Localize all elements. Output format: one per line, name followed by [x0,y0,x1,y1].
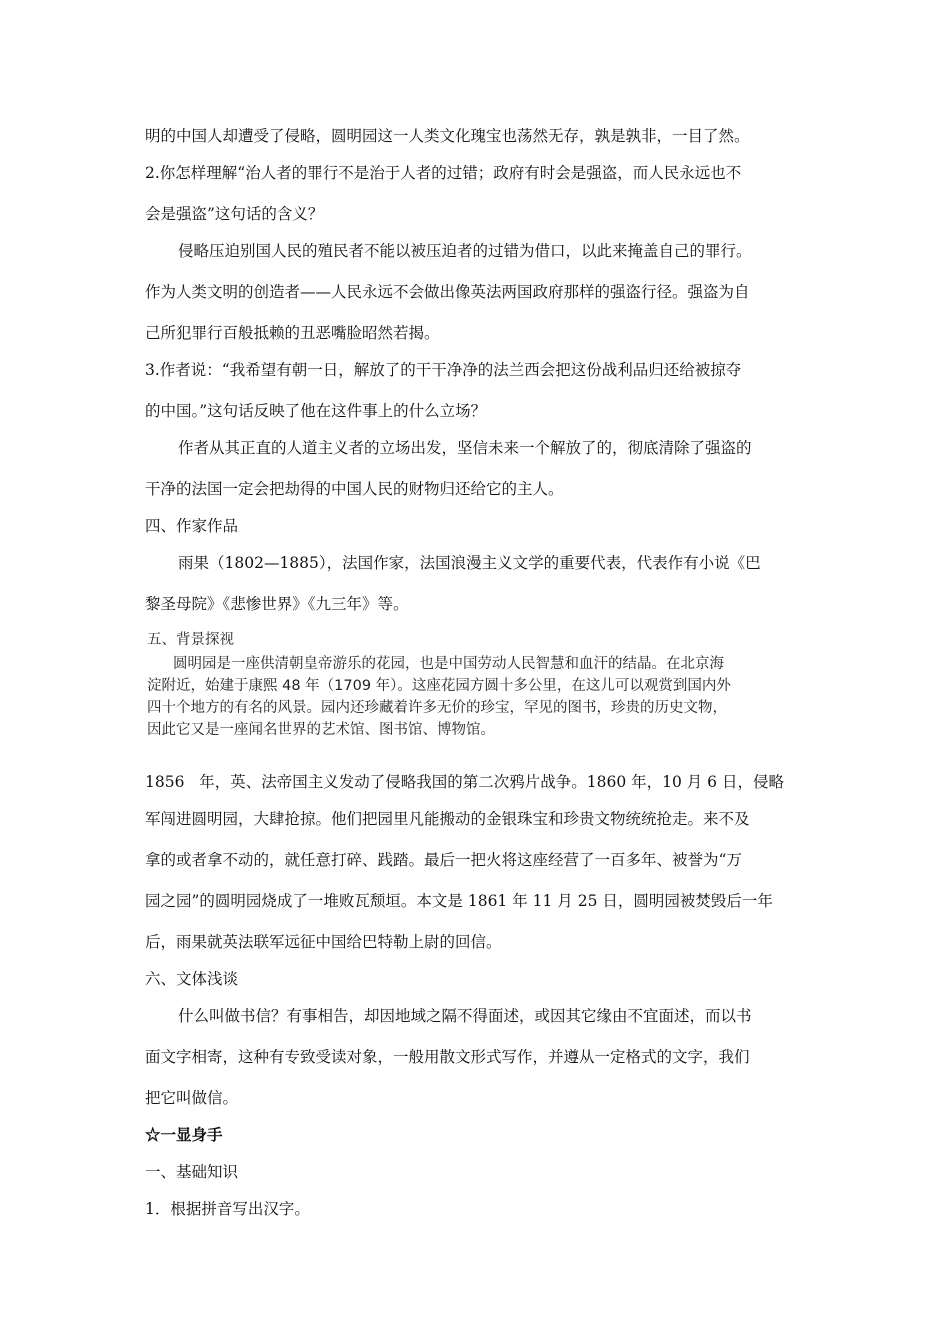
question-2: 2.你怎样理解“治人者的罪行不是治于人者的过错；政府有时会是强盗，而人民永远也不 [145,164,742,182]
inset-heading: 五、背景探视 [147,632,234,648]
inset-line: 四十个地方的有名的风景。园内还珍藏着许多无价的珍宝，罕见的图书，珍贵的历史文物， [147,700,727,716]
text-line: 明的中国人却遭受了侵略，圆明园这一人类文化瑰宝也荡然无存，孰是孰非，一目了然。 [145,127,750,145]
author-paragraph: 雨果（1802—1885），法国作家，法国浪漫主义文学的重要代表，代表作有小说《巴 [178,554,761,572]
background-inset [147,626,787,744]
exercise-item: 1．根据拼音写出汉字。 [145,1200,310,1218]
section-heading: 四、作家作品 [145,517,239,535]
history-paragraph: 1856 年，英、法帝国主义发动了侵略我国的第二次鸦片战争。1860 年，10 月 6 日，侵略 [145,773,784,791]
text-line: 会是强盗”这句话的含义？ [145,205,324,223]
text-line: 军闯进圆明园，大肆抢掠。他们把园里凡能搬动的金银珠宝和珍贵文物统统抢走。来不及 [145,810,750,828]
answer-3: 作者从其正直的人道主义者的立场出发，坚信未来一个解放了的，彻底清除了强盗的 [178,439,752,457]
genre-paragraph: 什么叫做书信？有事相告，却因地域之隔不得面述，或因其它缘由不宜面述，而以书 [178,1007,752,1025]
section-heading: 一、基础知识 [145,1163,239,1181]
text-line: 干净的法国一定会把劫得的中国人民的财物归还给它的主人。 [145,480,564,498]
inset-line: 圆明园是一座供清朝皇帝游乐的花园，也是中国劳动人民智慧和血汗的结晶。在北京海 [173,656,724,672]
answer-2: 侵略压迫别国人民的殖民者不能以被压迫者的过错为借口，以此来掩盖自己的罪行。 [178,242,752,260]
practice-heading: ☆一显身手 [145,1125,223,1144]
question-3: 3.作者说：“我希望有朝一日，解放了的干干净净的法兰西会把这份战利品归还给被掠夺 [145,361,742,379]
text-line: 己所犯罪行百般抵赖的丑恶嘴脸昭然若揭。 [145,324,440,342]
text-line: 的中国。”这句话反映了他在这件事上的什么立场？ [145,402,487,420]
text-line: 作为人类文明的创造者——人民永远不会做出像英法两国政府那样的强盗行径。强盗为自 [145,283,750,301]
text-line: 黎圣母院》《悲惨世界》《九三年》等。 [145,595,409,613]
section-heading: 六、文体浅谈 [145,970,239,988]
inset-line: 因此它又是一座闻名世界的艺术馆、图书馆、博物馆。 [147,722,495,738]
text-line: 拿的或者拿不动的，就任意打碎、践踏。最后一把火将这座经营了一百多年、被誉为“万 [145,851,742,869]
text-line: 把它叫做信。 [145,1089,239,1107]
text-line: 后，雨果就英法联军远征中国给巴特勒上尉的回信。 [145,933,502,951]
inset-line: 淀附近，始建于康熙 48 年（1709 年）。这座花园方圆十多公里，在这儿可以观赏到国内外 [147,678,731,694]
text-line: 面文字相寄，这种有专致受读对象，一般用散文形式写作，并遵从一定格式的文字，我们 [145,1048,750,1066]
text-line: 园之园”的圆明园烧成了一堆败瓦颓垣。本文是 1861 年 11 月 25 日，圆明园被焚毁后一年 [145,892,773,910]
